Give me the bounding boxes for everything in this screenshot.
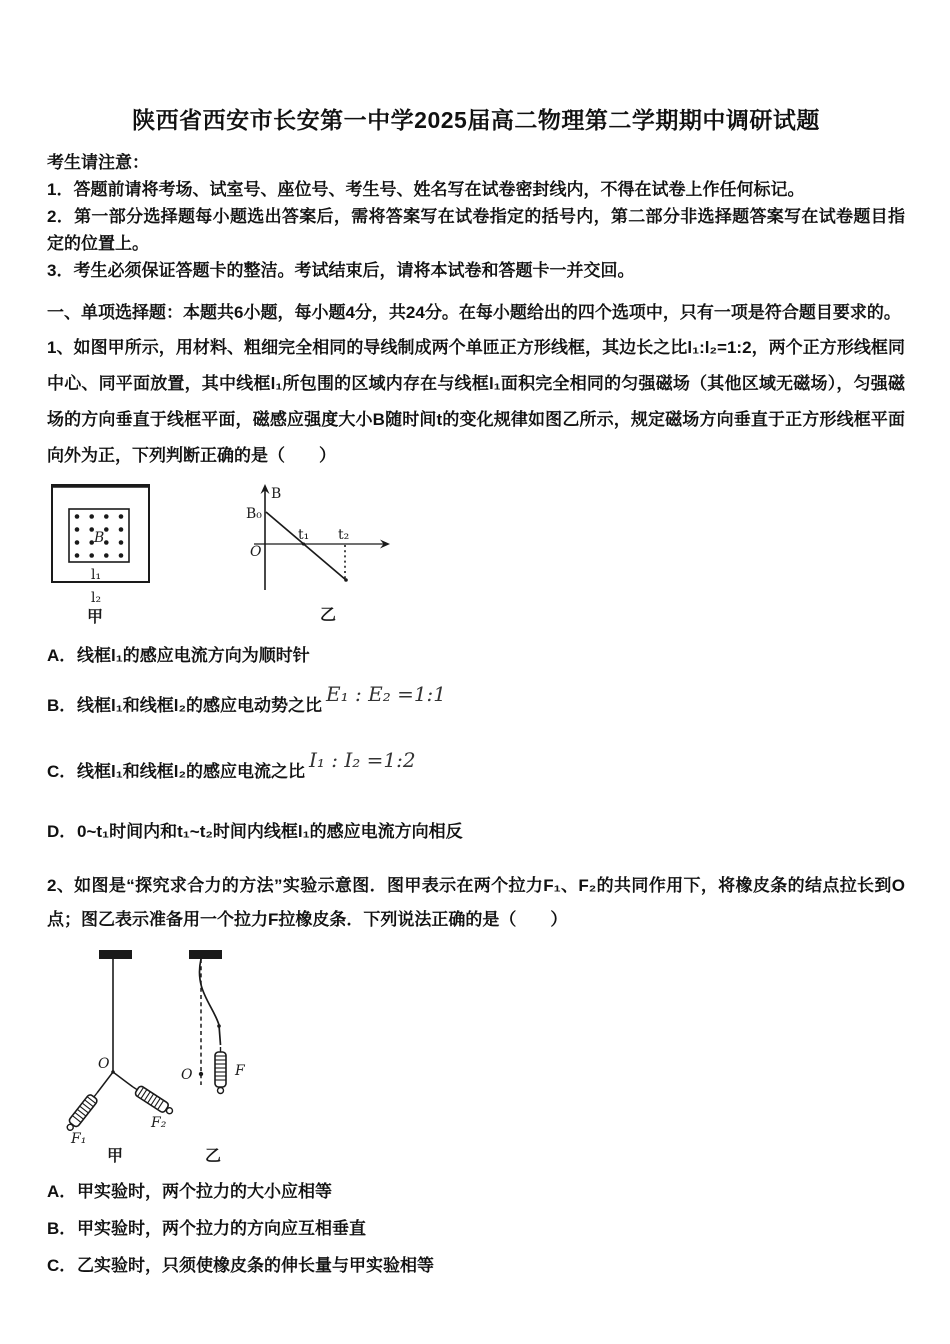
- right-string: [113, 1072, 133, 1087]
- q1-figure-yi-bt-graph: [246, 480, 398, 627]
- left-string: [97, 1072, 113, 1093]
- option-label: A．: [47, 1182, 77, 1201]
- notice-item-2: 2．第一部分选择题每小题选出答案后，需将答案写在试卷指定的括号内，第二部分非选择题答案写在试卷题目指定的位置上。: [47, 207, 905, 253]
- q1-options: [47, 645, 905, 843]
- option-label: C．: [47, 762, 77, 781]
- q1-option-c: [47, 748, 905, 783]
- notice-heading: 考生请注意：: [47, 153, 149, 172]
- line-end-dot: [344, 578, 348, 582]
- q2-option-c: [47, 1255, 905, 1277]
- option-text: 线框l₁和线框l₂的感应电动势之比: [77, 696, 323, 715]
- spring-scale-icon: [64, 1090, 101, 1133]
- option-text: 0~t₁时间内和t₁~t₂时间内线框l₁的感应电流方向相反: [77, 822, 463, 841]
- q2-figure-jia: [64, 950, 175, 1165]
- f2-label: F₂: [151, 1115, 167, 1131]
- q2-stem: 2、如图是“探究求合力的方法”实验示意图．图甲表示在两个拉力F₁、F₂的共同作用下，将橡皮条的结点拉长到O点；图乙表示准备用一个拉力F拉橡皮条．下列说法正确的是（ ）: [47, 876, 905, 929]
- q1-option-d: [47, 821, 905, 843]
- option-label: D．: [47, 822, 77, 841]
- notice-item-1: 1．答题前请将考场、试室号、座位号、考生号、姓名写在试卷密封线内，不得在试卷上作任何标记。: [47, 180, 805, 199]
- option-text: 线框l₁的感应电流方向为顺时针: [77, 646, 310, 665]
- stretched-rubber-band: [199, 959, 220, 1045]
- l2-label: l₂: [91, 590, 102, 606]
- notice-item-3: 3．考生必须保证答题卡的整洁。考试结束后，请将本试卷和答题卡一并交回。: [47, 261, 635, 280]
- option-text: 乙实验时，只须使橡皮条的伸长量与甲实验相等: [77, 1256, 434, 1275]
- option-formula: I₁ : I₂ =1:2: [309, 748, 416, 772]
- page-title: 陕西省西安市长安第一中学2025届高二物理第二学期期中调研试题: [132, 107, 820, 133]
- spring-scale-icon: [130, 1082, 175, 1117]
- f1-label: F₁: [71, 1131, 87, 1147]
- q2-options: [47, 1181, 905, 1277]
- figure-jia-caption: 甲: [87, 609, 104, 626]
- q1-figure-jia: [49, 480, 184, 627]
- fixed-clamp-bar: [99, 950, 132, 959]
- o-point-dot: [199, 1072, 203, 1076]
- b-axis-label: B: [271, 486, 282, 502]
- spring-scale-icon: [215, 1047, 226, 1094]
- l1-label: l₁: [91, 567, 102, 583]
- figure-jia-caption: 甲: [107, 1148, 124, 1165]
- option-formula: E₁ : E₂ =1:1: [326, 682, 447, 706]
- f-label: F: [235, 1063, 245, 1079]
- q1-figures: [49, 480, 905, 627]
- fixed-clamp-bar: [189, 950, 222, 959]
- q2-figures: [53, 945, 905, 1167]
- option-text: 甲实验时，两个拉力的大小应相等: [77, 1182, 332, 1201]
- origin-label: O: [98, 1056, 110, 1072]
- figure-yi-caption: 乙: [320, 607, 337, 624]
- option-text: 甲实验时，两个拉力的方向应互相垂直: [77, 1219, 366, 1238]
- origin-label: O: [181, 1067, 193, 1083]
- q1-option-a: [47, 645, 905, 667]
- b-t-line: [266, 512, 346, 580]
- q2-option-b: [47, 1218, 905, 1240]
- option-label: A．: [47, 646, 77, 665]
- origin-label: O: [250, 544, 262, 560]
- option-text: 线框l₁和线框l₂的感应电流之比: [77, 762, 306, 781]
- option-label: B．: [47, 1219, 77, 1238]
- q2-figure-yi: [181, 950, 246, 1165]
- section1-heading: 一、单项选择题：本题共6小题，每小题4分，共24分。在每小题给出的四个选项中，只有一项是符合题目要求的。: [47, 303, 901, 322]
- hook-node: [217, 1024, 221, 1028]
- field-b-label: B: [94, 530, 105, 546]
- option-label: C．: [47, 1256, 77, 1275]
- figure-yi-caption: 乙: [205, 1148, 222, 1165]
- option-label: B．: [47, 696, 77, 715]
- t2-label: t₂: [338, 527, 350, 543]
- t1-label: t₁: [298, 527, 310, 543]
- q1-option-b: [47, 682, 905, 717]
- q1-stem: 1、如图甲所示，用材料、粗细完全相同的导线制成两个单匝正方形线框，其边长之比l₁:l₂=1:2，两个正方形线框同中心、同平面放置，其中线框l₁所包围的区域内存在与线框l₁面积完全相同的匀强磁场（其他区域无磁场），匀强磁场的方向垂直于线框平面，磁感应强度大小B随时间t的变化规律如图乙所示，规定磁场方向垂直于正方形线框平面向外为正，下列判断正确的是（ ）: [47, 338, 905, 465]
- b0-label: B₀: [246, 506, 262, 522]
- q2-figure: [53, 945, 268, 1167]
- q2-option-a: [47, 1181, 905, 1203]
